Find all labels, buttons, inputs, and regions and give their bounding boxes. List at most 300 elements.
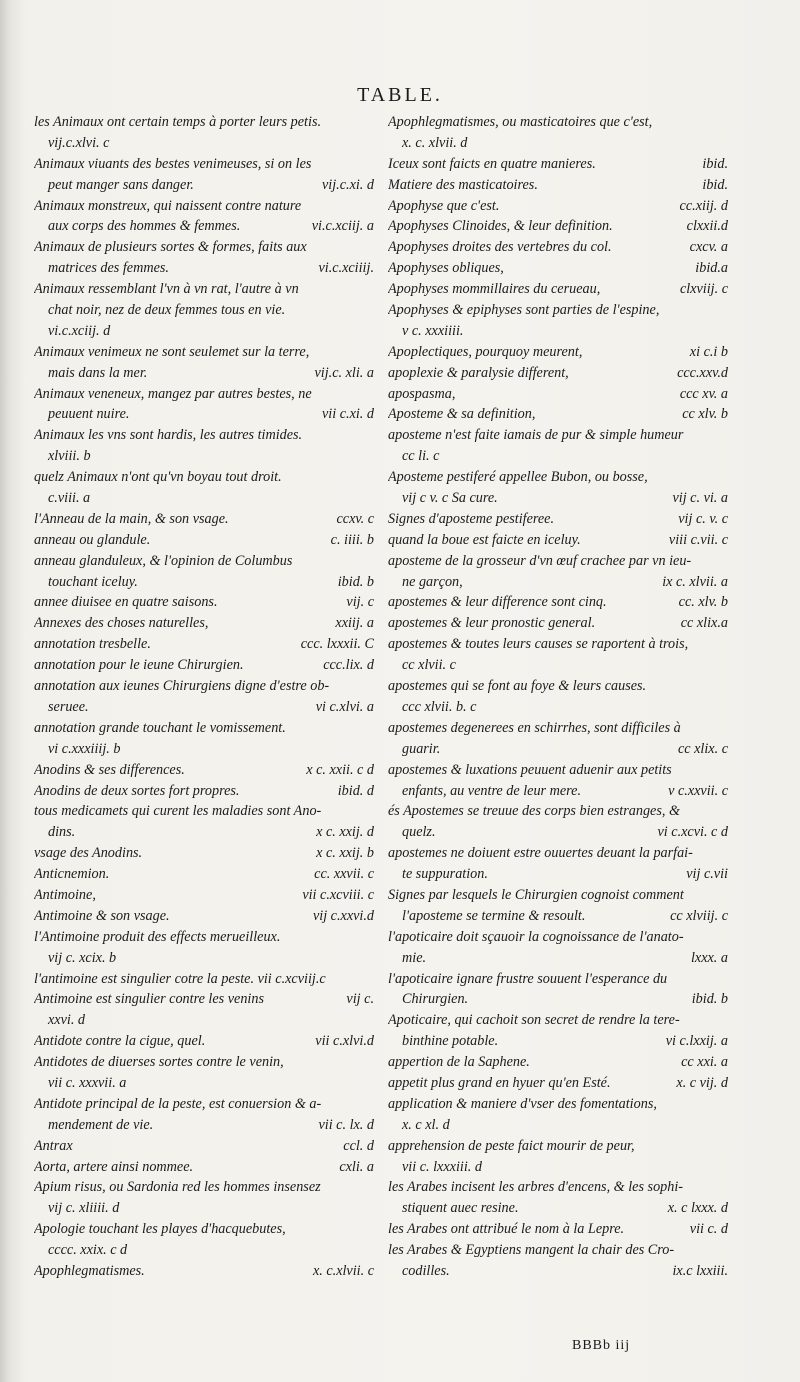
entry-text: binthine potable. [402, 1033, 499, 1050]
index-entry-line [388, 425, 728, 446]
entry-reference: vij. c [346, 594, 374, 611]
index-entry-line [34, 718, 374, 739]
entry-reference [720, 697, 728, 718]
entry-text: seruee. [48, 698, 89, 715]
index-entry-line [388, 781, 728, 802]
entry-reference [720, 112, 728, 133]
index-entry-line [34, 927, 374, 948]
index-entry-line [34, 300, 374, 321]
entry-text: aux corps des hommes & femmes. [48, 218, 241, 235]
index-entry-line [388, 1198, 728, 1219]
index-entry-line [388, 739, 728, 760]
entry-text: l'Anneau de la main, & son vsage. [34, 510, 229, 527]
entry-reference: c. iiii. b [330, 531, 374, 548]
index-entry-line [388, 592, 728, 613]
entry-text: cc li. c [402, 448, 440, 465]
entry-text: apostemes & luxations peuuent aduenir aux petits [388, 761, 672, 778]
entry-reference [366, 154, 374, 175]
entry-reference: x. c lxxx. d [667, 1200, 728, 1217]
index-entry-line [34, 592, 374, 613]
index-entry-line [34, 509, 374, 530]
index-entry-line [388, 133, 728, 154]
entry-reference: vi.c.xciij. a [311, 218, 374, 235]
entry-reference: vii c. d [689, 1221, 728, 1238]
entry-reference [366, 927, 374, 948]
index-entry-line [388, 279, 728, 300]
entry-text: Aposteme pestiferé appellee Bubon, ou bosse, [388, 469, 648, 486]
index-entry-line [388, 488, 728, 509]
entry-text: l'antimoine est singulier cotre la peste. vii c.xcviij.c [34, 970, 326, 987]
index-entry-line [388, 1219, 728, 1240]
entry-text: apostemes ne doiuent estre ouuertes deuant la parfai- [388, 845, 693, 862]
entry-reference: cc xlv. b [682, 406, 728, 423]
entry-reference [366, 488, 374, 509]
entry-text: annotation grande touchant le vomissement. [34, 719, 286, 736]
entry-reference [720, 655, 728, 676]
index-entry-line [34, 697, 374, 718]
index-entry-line [388, 384, 728, 405]
entry-reference [366, 279, 374, 300]
index-entry-line [34, 530, 374, 551]
entry-reference: ccxv. c [336, 510, 374, 527]
index-entry-line [388, 363, 728, 384]
index-entry-line [34, 655, 374, 676]
entry-text: annotation aux ieunes Chirurgiens digne d'estre ob- [34, 678, 330, 695]
index-entry-line [388, 634, 728, 655]
index-entry-line [388, 1073, 728, 1094]
entry-text: appertion de la Saphene. [388, 1054, 530, 1071]
index-entry-line [34, 342, 374, 363]
index-entry-line [34, 1136, 374, 1157]
entry-text: mie. [402, 949, 427, 966]
entry-text: Apophyses & epiphyses sont parties de l'espine, [388, 302, 660, 319]
entry-text: apostemes & toutes leurs causes se raportent à trois, [388, 636, 689, 653]
entry-text: quelz. [402, 824, 436, 841]
entry-text: aposteme n'est faite iamais de pur & simple humeur [388, 427, 684, 444]
index-entry-line [388, 467, 728, 488]
entry-reference [720, 760, 728, 781]
entry-reference: vi c.lxxij. a [665, 1033, 728, 1050]
index-entry-line [34, 948, 374, 969]
entry-reference: clxviij. c [679, 281, 728, 298]
entry-text: l'apoticaire doit sçauoir la cognoissance de l'anato- [388, 928, 684, 945]
entry-text: anneau glanduleux, & l'opinion de Columbus [34, 552, 293, 569]
entry-reference: cc. xlv. b [678, 594, 728, 611]
entry-reference [366, 133, 374, 154]
entry-reference [366, 969, 374, 990]
entry-reference: vii c.xcviii. c [302, 886, 374, 903]
entry-text: codilles. [402, 1262, 450, 1279]
entry-text: Apoplectiques, pourquoy meurent, [388, 343, 583, 360]
index-entry-line [34, 175, 374, 196]
index-entry-line [388, 1052, 728, 1073]
entry-text: x. c xl. d [402, 1116, 450, 1133]
index-entry-line [388, 613, 728, 634]
entry-reference: ibid. d [337, 782, 374, 799]
entry-reference: vii c. lx. d [318, 1116, 374, 1133]
entry-reference: x c. xxij. b [316, 845, 374, 862]
entry-reference [366, 300, 374, 321]
index-entry-line [34, 112, 374, 133]
entry-text: apostemes qui se font au foye & leurs causes. [388, 678, 647, 695]
entry-reference: vij c. [346, 991, 374, 1008]
index-entry-line [34, 1219, 374, 1240]
entry-text: Apophyses Clinoides, & leur definition. [388, 218, 613, 235]
entry-reference: viii c.vii. c [668, 531, 728, 548]
entry-text: quelz Animaux n'ont qu'vn boyau tout droit. [34, 469, 282, 486]
entry-text: Antimoine, [34, 886, 96, 903]
entry-text: guarir. [402, 740, 441, 757]
entry-reference: vij c. v. c [678, 510, 728, 527]
entry-text: mendement de vie. [48, 1116, 154, 1133]
entry-reference [720, 446, 728, 467]
index-entry-line [388, 196, 728, 217]
entry-text: te suppuration. [402, 866, 488, 883]
entry-reference [720, 1136, 728, 1157]
entry-text: vi c.xxxiiij. b [48, 740, 121, 757]
entry-text: Anodins & ses differences. [34, 761, 185, 778]
entry-text: les Arabes incisent les arbres d'encens, & les sophi- [388, 1179, 684, 1196]
index-column-right [388, 112, 728, 1372]
entry-text: vi.c.xciij. d [48, 322, 111, 339]
entry-text: v c. xxxiiii. [402, 322, 464, 339]
entry-text: Apophlegmatismes, ou masticatoires que c'est, [388, 114, 653, 130]
index-entry-line [34, 864, 374, 885]
entry-reference: cxli. a [339, 1158, 374, 1175]
entry-text: Apophlegmatismes. [34, 1262, 145, 1279]
entry-text: Apophyses mommillaires du cerueau, [388, 281, 601, 298]
index-entry-line [388, 572, 728, 593]
entry-text: Apium risus, ou Sardonia red les hommes insensez [34, 1179, 321, 1196]
entry-reference [366, 1198, 374, 1219]
entry-reference [720, 300, 728, 321]
entry-reference: ibid. b [337, 573, 374, 590]
entry-reference: lxxx. a [690, 949, 728, 966]
entry-text: Animaux venimeux ne sont seulemet sur la terre, [34, 343, 310, 360]
index-entry-line [34, 822, 374, 843]
index-entry-line [34, 404, 374, 425]
index-entry-line [34, 1052, 374, 1073]
entry-text: matrices des femmes. [48, 260, 169, 277]
index-entry-line [388, 927, 728, 948]
index-entry-line [388, 237, 728, 258]
index-entry-line [34, 196, 374, 217]
entry-text: chat noir, nez de deux femmes tous en vie. [48, 302, 286, 319]
entry-reference [366, 384, 374, 405]
entry-text: ne garçon, [402, 573, 463, 590]
entry-text: Animaux les vns sont hardis, les autres timides. [34, 427, 303, 444]
entry-text: apoplexie & paralysie different, [388, 364, 569, 381]
index-entry-line [388, 342, 728, 363]
entry-reference: vij.c. xli. a [314, 364, 374, 381]
entry-text: tous medicamets qui curent les maladies sont Ano- [34, 803, 322, 820]
entry-reference: vi c.xcvi. c d [657, 824, 728, 841]
entry-text: és Apostemes se treuue des corps bien estranges, & [388, 803, 680, 820]
index-entry-line [34, 885, 374, 906]
index-entry-line [388, 300, 728, 321]
entry-text: Animaux ressemblant l'vn à vn rat, l'autre à vn [34, 281, 299, 298]
entry-text: vii c. lxxxiii. d [402, 1158, 482, 1175]
entry-text: Animaux monstreux, qui naissent contre nature [34, 197, 302, 214]
index-entry-line [34, 321, 374, 342]
index-entry-line [34, 989, 374, 1010]
index-entry-line [34, 237, 374, 258]
index-entry-line [388, 1240, 728, 1261]
entry-reference [720, 425, 728, 446]
entry-reference: x. c.xlvii. c [312, 1262, 374, 1279]
index-entry-line [388, 843, 728, 864]
entry-reference [720, 467, 728, 488]
entry-reference [720, 676, 728, 697]
index-entry-line [34, 154, 374, 175]
entry-text: x. c. xlvii. d [402, 134, 468, 151]
entry-reference: cc xlviij. c [670, 907, 728, 924]
index-entry-line [388, 404, 728, 425]
entry-reference [720, 1240, 728, 1261]
entry-reference: x. c vij. d [676, 1074, 728, 1091]
entry-reference: cxcv. a [689, 239, 728, 256]
entry-text: Apophyse que c'est. [388, 197, 500, 214]
index-entry-line [388, 1115, 728, 1136]
entry-text: apospasma, [388, 385, 456, 402]
entry-reference: cc xlix.a [680, 615, 728, 632]
entry-text: appetit plus grand en hyuer qu'en Esté. [388, 1074, 611, 1091]
entry-reference: vij c.vii [686, 866, 728, 883]
entry-text: les Arabes & Egyptiens mangent la chair des Cro- [388, 1242, 675, 1259]
entry-text: Animaux viuants des bestes venimeuses, si on les [34, 155, 312, 172]
entry-reference: ix c. xlvii. a [662, 573, 728, 590]
entry-reference [366, 467, 374, 488]
index-entry-line [388, 718, 728, 739]
entry-text: annotation tresbelle. [34, 636, 151, 653]
entry-text: application & maniere d'vser des fomentations, [388, 1095, 657, 1112]
entry-text: touchant iceluy. [48, 573, 138, 590]
index-entry-line [388, 112, 728, 133]
entry-text: stiquent auec resine. [402, 1200, 519, 1217]
index-entry-line [34, 133, 374, 154]
index-entry-line [34, 1094, 374, 1115]
entry-text: apostemes degenerees en schirrhes, sont difficiles à [388, 719, 681, 736]
entry-text: quand la boue est faicte en iceluy. [388, 531, 581, 548]
entry-text: annee diuisee en quatre saisons. [34, 594, 218, 611]
entry-reference [720, 927, 728, 948]
entry-text: ccc xlvii. b. c [402, 698, 477, 715]
index-column-left [34, 112, 374, 1372]
entry-reference [720, 1115, 728, 1136]
index-entry-line [34, 1177, 374, 1198]
entry-text: apostemes & leur pronostic general. [388, 615, 596, 632]
entry-text: Antrax [34, 1137, 73, 1154]
index-entry-line [388, 676, 728, 697]
entry-reference [720, 634, 728, 655]
index-entry-line [34, 634, 374, 655]
entry-reference: xi c.i b [689, 343, 728, 360]
entry-reference [720, 1010, 728, 1031]
entry-text: apprehension de peste faict mourir de peur, [388, 1137, 635, 1154]
entry-text: Anticnemion. [34, 866, 110, 883]
entry-reference [366, 718, 374, 739]
index-entry-line [388, 1010, 728, 1031]
entry-text: mais dans la mer. [48, 364, 148, 381]
entry-reference: ibid. [702, 155, 728, 172]
index-entry-line [34, 488, 374, 509]
entry-reference: ccc.xxv.d [677, 364, 728, 381]
index-entry-line [388, 989, 728, 1010]
entry-reference: clxxii.d [686, 218, 728, 235]
index-entry-line [34, 1010, 374, 1031]
entry-reference [366, 321, 374, 342]
entry-reference: ccc xv. a [679, 385, 728, 402]
index-entry-line [34, 1157, 374, 1178]
entry-reference: vii c.xi. d [322, 406, 374, 423]
entry-reference [720, 551, 728, 572]
index-entry-line [34, 279, 374, 300]
entry-reference [366, 1052, 374, 1073]
entry-text: vij c. xliiii. d [48, 1200, 120, 1217]
entry-reference [720, 718, 728, 739]
entry-text: anneau ou glandule. [34, 531, 151, 548]
index-entry-line [34, 969, 374, 990]
entry-text: xxvi. d [48, 1012, 86, 1029]
entry-text: Signes d'aposteme pestiferee. [388, 510, 555, 527]
entry-text: Antimoine est singulier contre les venins [34, 991, 264, 1008]
entry-text: Annexes des choses naturelles, [34, 615, 209, 632]
entry-reference: cc.xiij. d [679, 197, 728, 214]
index-entry-line [34, 1198, 374, 1219]
entry-reference: vij c. vi. a [672, 490, 728, 507]
entry-text: l'Antimoine produit des effects merueilleux. [34, 928, 281, 945]
entry-reference [366, 1010, 374, 1031]
entry-reference [366, 237, 374, 258]
index-entry-line [34, 551, 374, 572]
entry-text: les Animaux ont certain temps à porter leurs petis. [34, 114, 322, 130]
entry-reference [720, 969, 728, 990]
entry-reference [366, 1094, 374, 1115]
entry-reference: cc. xxvii. c [314, 866, 374, 883]
entry-reference [720, 1157, 728, 1178]
entry-text: Iceux sont faicts en quatre manieres. [388, 155, 596, 172]
entry-reference: ibid.a [695, 260, 728, 277]
entry-text: xlviii. b [48, 448, 91, 465]
index-entry-line [388, 948, 728, 969]
index-entry-line [388, 697, 728, 718]
entry-reference [720, 1094, 728, 1115]
index-entry-line [34, 446, 374, 467]
entry-reference [366, 425, 374, 446]
entry-text: Aorta, artere ainsi nommee. [34, 1158, 194, 1175]
entry-reference [366, 342, 374, 363]
index-entry-line [34, 843, 374, 864]
index-entry-line [388, 885, 728, 906]
index-entry-line [388, 216, 728, 237]
entry-text: peut manger sans danger. [48, 176, 194, 193]
entry-reference [366, 1177, 374, 1198]
entry-text: vsage des Anodins. [34, 845, 143, 862]
entry-reference: cc xlix. c [677, 740, 728, 757]
entry-reference: vij.c.xi. d [322, 176, 374, 193]
entry-text: annotation pour le ieune Chirurgien. [34, 657, 244, 674]
index-entry-line [388, 509, 728, 530]
entry-text: vij c. xcix. b [48, 949, 117, 966]
entry-text: vij.c.xlvi. c [48, 134, 110, 151]
index-entry-line [34, 613, 374, 634]
entry-reference [720, 885, 728, 906]
entry-text: Apophyses obliques, [388, 260, 504, 277]
index-entry-line [34, 676, 374, 697]
index-entry-line [34, 1240, 374, 1261]
entry-reference [366, 112, 374, 133]
entry-text: peuuent nuire. [48, 406, 130, 423]
index-entry-line [34, 1031, 374, 1052]
entry-text: Antidote contre la cigue, quel. [34, 1033, 206, 1050]
entry-text: Apologie touchant les playes d'hacquebutes, [34, 1221, 286, 1238]
entry-reference [720, 801, 728, 822]
signature-mark: BBBb iij [572, 1338, 631, 1353]
index-entry-line [388, 655, 728, 676]
index-entry-line [34, 760, 374, 781]
index-entry-line [34, 467, 374, 488]
entry-reference: ibid. [702, 176, 728, 193]
index-entry-line [388, 864, 728, 885]
entry-reference: x c. xxij. d [316, 824, 374, 841]
entry-text: Anodins de deux sortes fort propres. [34, 782, 240, 799]
entry-reference [366, 676, 374, 697]
entry-text: Animaux de plusieurs sortes & formes, faits aux [34, 239, 307, 256]
entry-reference: vij c.xxvi.d [312, 907, 374, 924]
entry-text: Antidote principal de la peste, est conuersion & a- [34, 1095, 322, 1112]
entry-reference: ccl. d [343, 1137, 374, 1154]
entry-reference: xxiij. a [335, 615, 374, 632]
index-entry-line [388, 154, 728, 175]
entry-text: enfants, au ventre de leur mere. [402, 782, 581, 799]
entry-reference: vi c.xlvi. a [315, 698, 374, 715]
index-entry-line [34, 1115, 374, 1136]
index-entry-line [388, 969, 728, 990]
entry-reference: v c.xxvii. c [668, 782, 728, 799]
index-entry-line [34, 425, 374, 446]
entry-text: dins. [48, 824, 76, 841]
index-entry-line [34, 572, 374, 593]
index-entry-line [388, 551, 728, 572]
entry-reference: ibid. b [691, 991, 728, 1008]
entry-text: les Arabes ont attribué le nom à la Lepre. [388, 1221, 625, 1238]
entry-text: Animaux veneneux, mangez par autres bestes, ne [34, 385, 312, 402]
entry-reference [366, 801, 374, 822]
index-entry-line [34, 906, 374, 927]
entry-text: l'apoticaire ignare frustre souuent l'esperance du [388, 970, 668, 987]
index-entry-line [34, 781, 374, 802]
index-entry-line [388, 906, 728, 927]
index-entry-line [388, 1177, 728, 1198]
index-entry-line [34, 258, 374, 279]
entry-reference [366, 1219, 374, 1240]
entry-text: vij c v. c Sa cure. [402, 490, 498, 507]
entry-reference [366, 551, 374, 572]
index-entry-line [34, 739, 374, 760]
entry-text: vii c. xxxvii. a [48, 1074, 127, 1091]
entry-reference [366, 1073, 374, 1094]
index-entry-line [34, 363, 374, 384]
entry-reference [720, 843, 728, 864]
index-entry-line [388, 1094, 728, 1115]
entry-reference [720, 1177, 728, 1198]
entry-reference [366, 446, 374, 467]
index-entry-line [388, 760, 728, 781]
entry-text: Matiere des masticatoires. [388, 176, 538, 193]
entry-text: Chirurgien. [402, 991, 469, 1008]
entry-reference [366, 948, 374, 969]
entry-reference: cc xxi. a [681, 1054, 728, 1071]
